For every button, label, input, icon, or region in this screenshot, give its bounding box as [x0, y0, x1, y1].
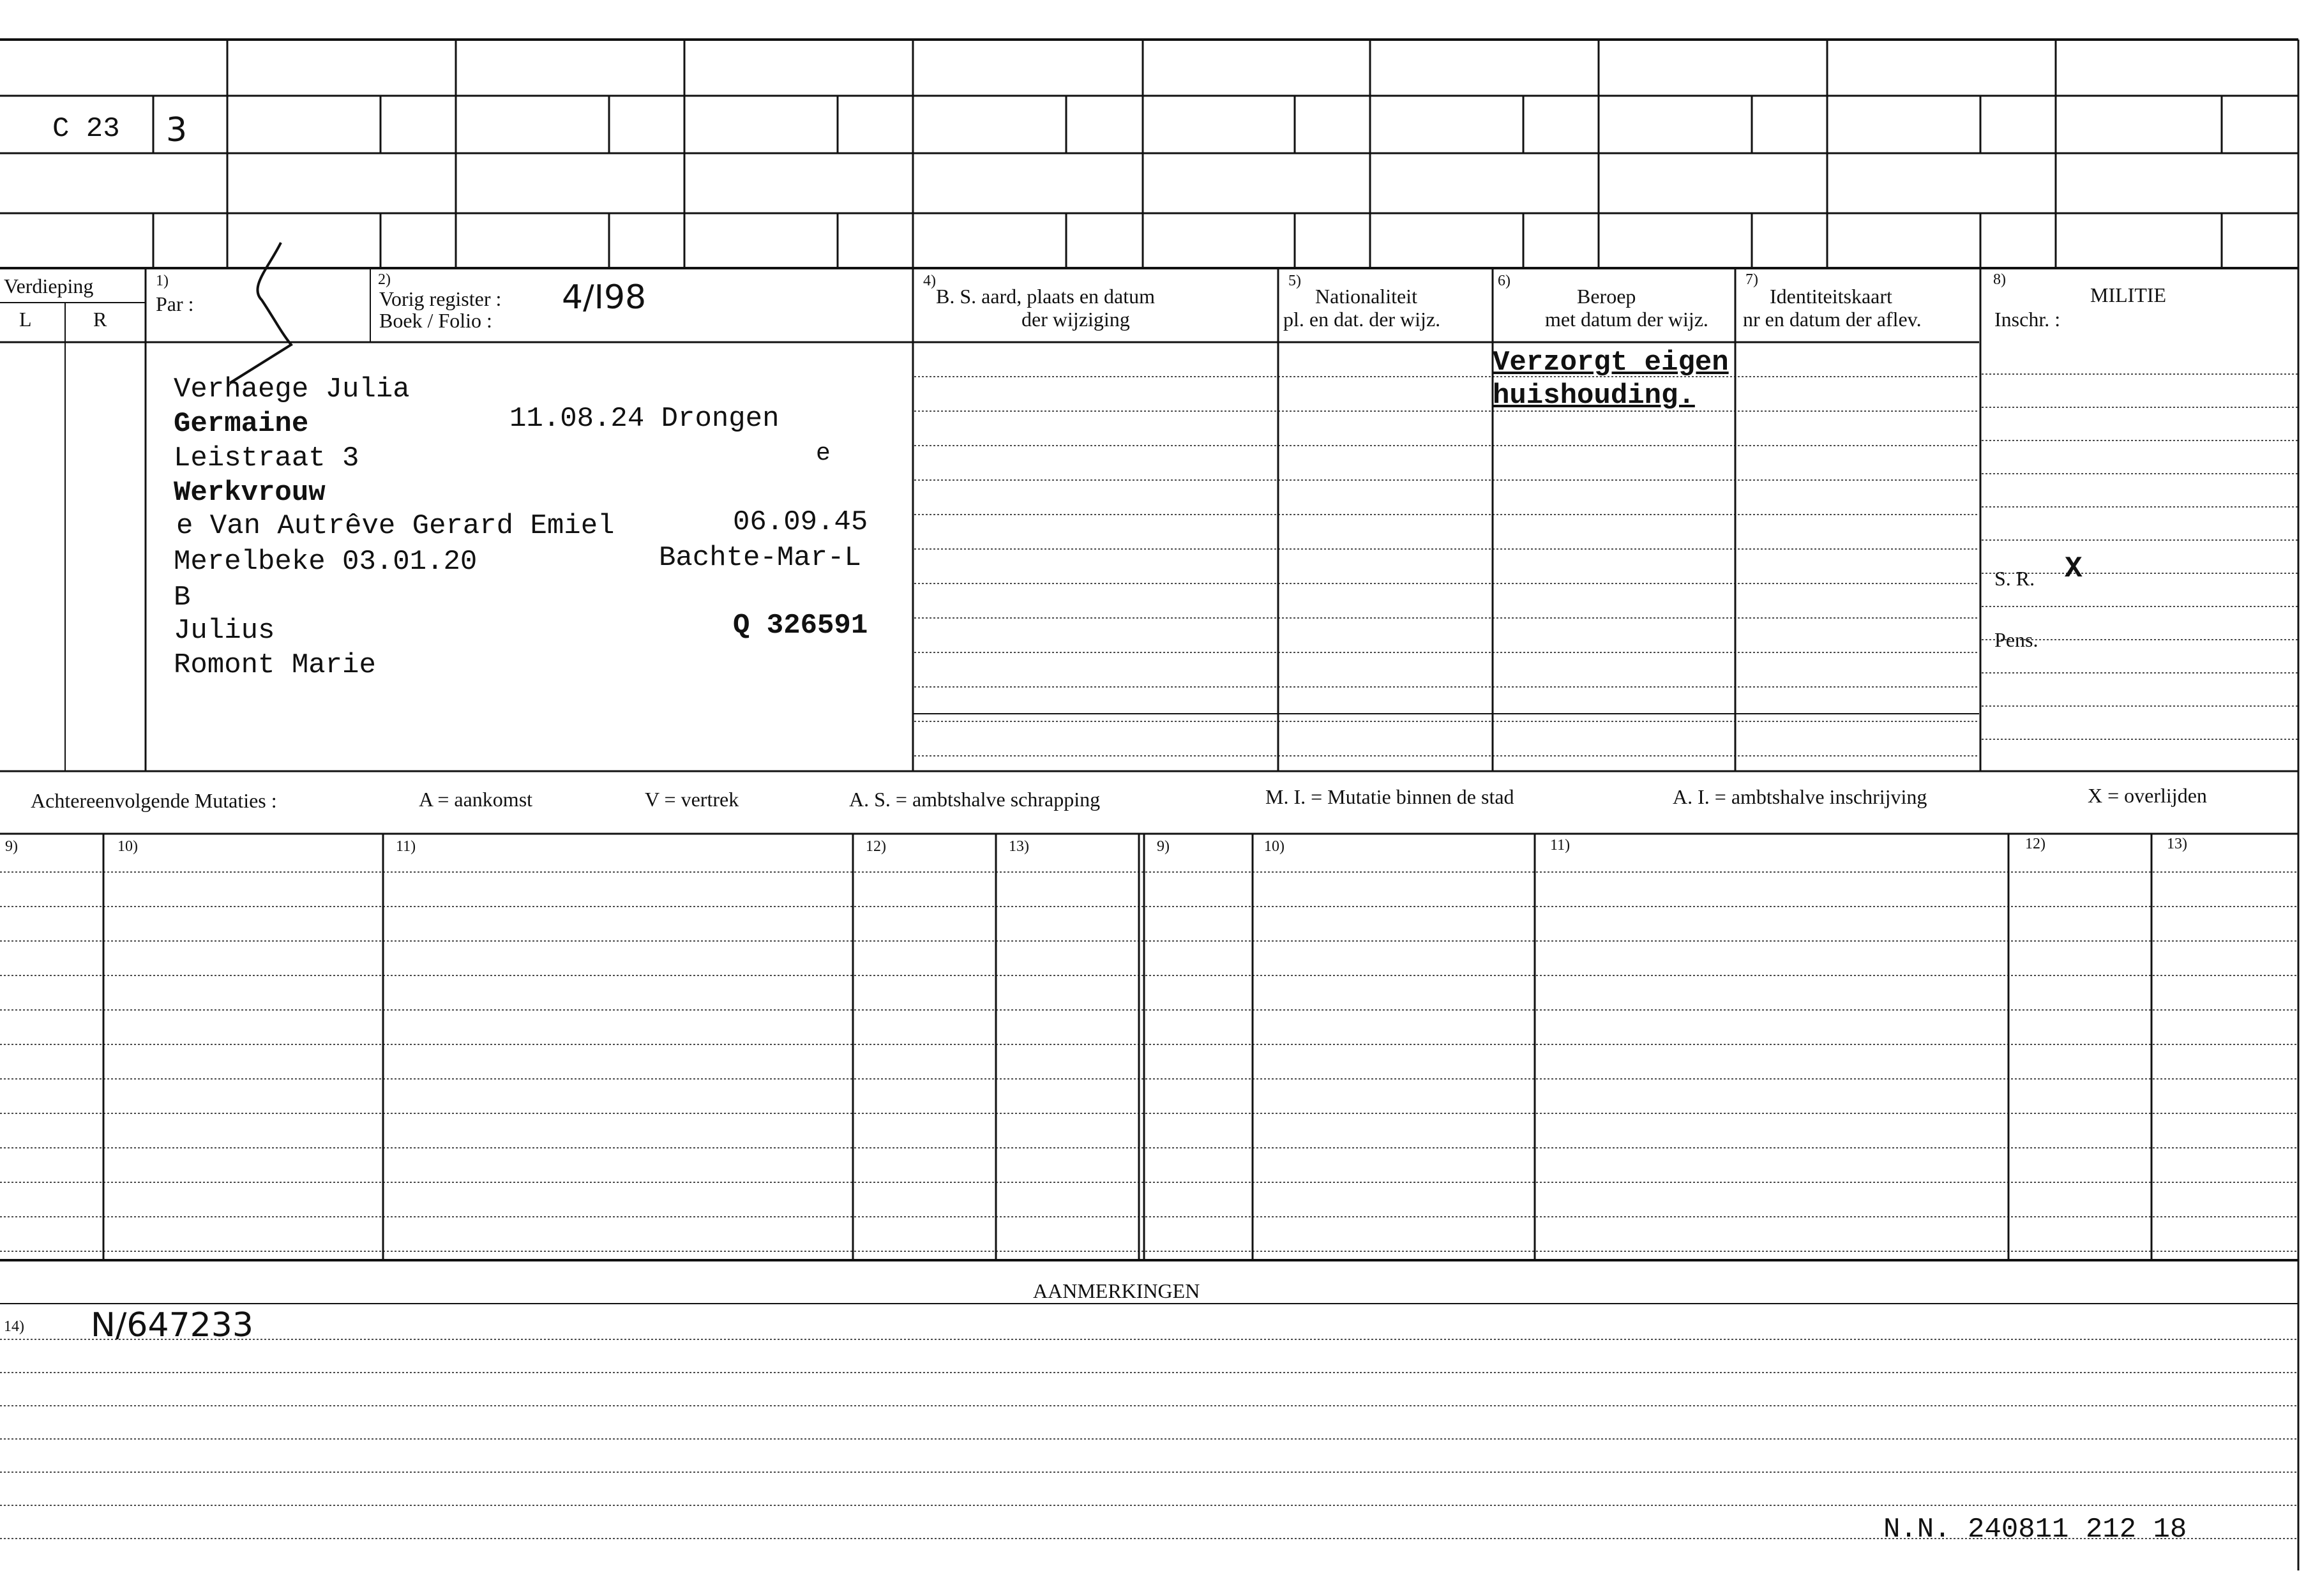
nationaliteit-header-line1: Nationaliteit — [1315, 285, 1417, 308]
militie-inschr-label: Inschr. : — [1994, 308, 2061, 331]
remarks-number-14: 14) — [4, 1318, 24, 1335]
legend-title: Achtereenvolgende Mutaties : — [31, 789, 277, 812]
beroep-header-line2: met datum der wijz. — [1545, 308, 1708, 331]
militie-header: MILITIE — [2090, 283, 2167, 306]
footer-code: N.N. 240811 212 18 — [1883, 1514, 2187, 1546]
person-place: Bachte-Mar-L — [659, 542, 861, 574]
beroep-value-line1: Verzorgt eigen — [1493, 347, 1729, 379]
bs-header-line2: der wijziging — [1021, 308, 1130, 331]
person-father: Julius — [174, 615, 275, 647]
identiteitskaart-header-line2: nr en datum der aflev. — [1743, 308, 1922, 331]
identiteitskaart-header-line1: Identiteitskaart — [1770, 285, 1892, 308]
top-grid-slot: 3 — [166, 111, 188, 149]
legend-as: A. S. = ambtshalve schrapping — [849, 788, 1101, 811]
field-number-4: 4) — [923, 273, 936, 289]
field-number-7: 7) — [1745, 271, 1758, 288]
remarks-value: N/647233 — [91, 1306, 253, 1344]
person-spouse-birth: Merelbeke 03.01.20 — [174, 546, 478, 578]
mutation-col-number: 10) — [117, 838, 138, 855]
mutation-col-number: 12) — [2025, 836, 2046, 852]
verdieping-r-label: R — [93, 308, 107, 331]
beroep-value-line2: huishouding. — [1493, 380, 1695, 412]
field-number-5: 5) — [1288, 273, 1301, 289]
verdieping-l-label: L — [19, 308, 32, 331]
verdieping-label: Verdieping — [4, 275, 94, 297]
mutation-col-number: 9) — [5, 838, 18, 855]
militie-sr-label: S. R. — [1994, 567, 2035, 590]
person-birth: 11.08.24 Drongen — [509, 403, 780, 435]
legend-mi: M. I. = Mutatie binnen de stad — [1265, 785, 1514, 808]
field-number-8: 8) — [1993, 271, 2006, 288]
mutation-col-number: 12) — [866, 838, 886, 855]
person-name-line: Verhaege Julia — [174, 373, 410, 405]
mutation-col-number: 13) — [2167, 836, 2187, 852]
beroep-header-line1: Beroep — [1577, 285, 1636, 308]
mutation-col-number: 11) — [1550, 837, 1571, 854]
mutation-col-number: 11) — [396, 838, 416, 855]
mutation-col-number: 10) — [1264, 838, 1285, 855]
legend-x: X = overlijden — [2088, 784, 2207, 807]
person-first-name: Germaine — [174, 408, 309, 440]
field-number-6: 6) — [1498, 273, 1511, 289]
vorig-register-label: Vorig register : — [379, 287, 502, 310]
person-marriage-date: 06.09.45 — [733, 506, 868, 538]
militie-pens-label: Pens. — [1994, 628, 2038, 651]
top-grid-code: C 23 — [52, 113, 120, 145]
legend-ai: A. I. = ambtshalve inschrijving — [1673, 785, 1927, 808]
vorig-register-value: 4/I98 — [562, 278, 647, 317]
person-id-number: Q 326591 — [733, 610, 868, 642]
legend-v: V = vertrek — [645, 788, 739, 811]
boek-folio-label: Boek / Folio : — [379, 309, 492, 332]
mutation-col-number: 13) — [1009, 838, 1029, 855]
mutation-col-number: 9) — [1157, 838, 1170, 855]
person-spouse: e Van Autrêve Gerard Emiel — [176, 510, 615, 542]
person-mother: Romont Marie — [174, 649, 376, 681]
field-number-1: 1) — [156, 273, 169, 289]
person-occupation: Werkvrouw — [174, 477, 326, 509]
handwritten-check-mark — [230, 243, 291, 383]
person-address: Leistraat 3 — [174, 442, 359, 474]
remarks-title: AANMERKINGEN — [1033, 1279, 1200, 1302]
legend-a: A = aankomst — [419, 788, 533, 811]
nationaliteit-header-line2: pl. en dat. der wijz. — [1283, 308, 1441, 331]
person-line-b: B — [174, 582, 191, 614]
militie-sr-value: X — [2065, 552, 2083, 585]
field-number-2: 2) — [378, 271, 391, 288]
par-label: Par : — [156, 292, 194, 315]
bs-header-line1: B. S. aard, plaats en datum — [936, 285, 1156, 308]
person-mark-e: e — [816, 440, 831, 467]
